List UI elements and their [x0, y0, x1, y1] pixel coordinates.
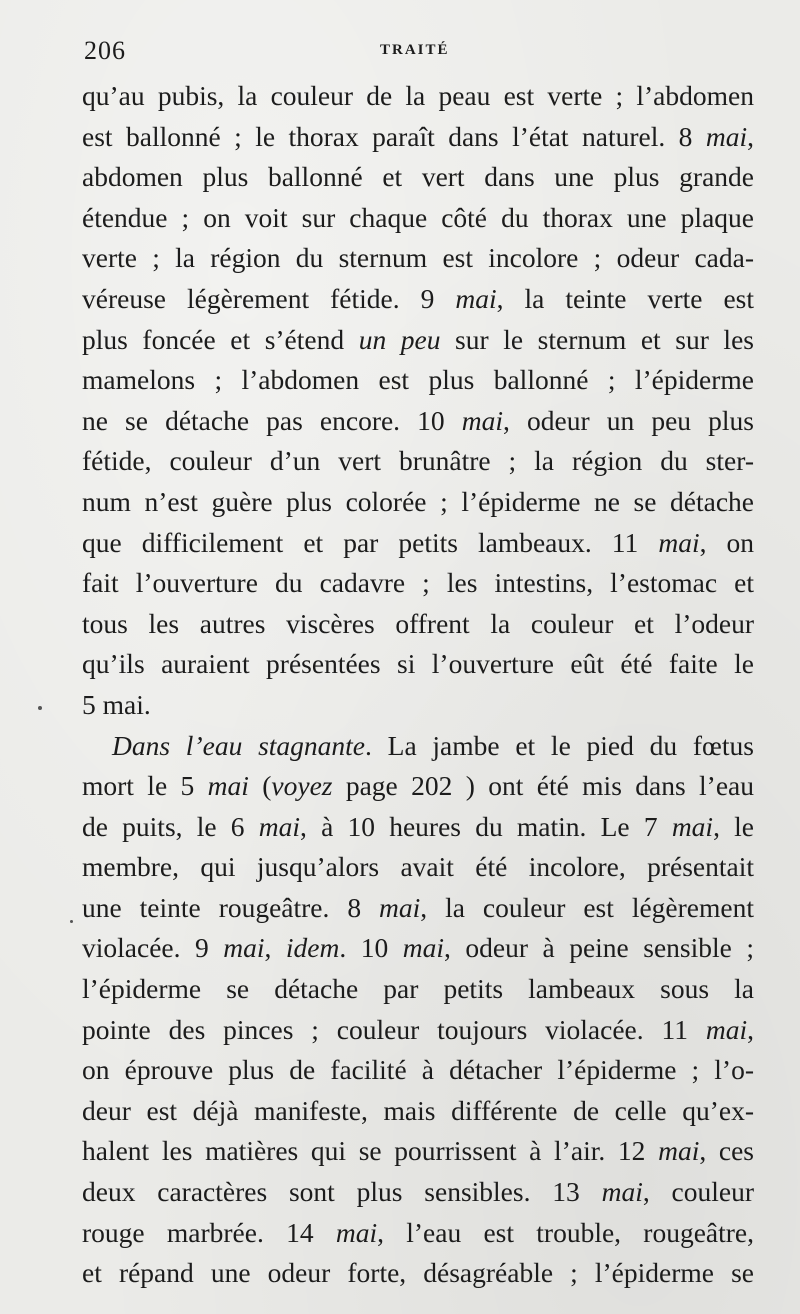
- text-line: [82, 766, 754, 807]
- text-run: ,: [264, 932, 286, 964]
- text-run: verte ; la région du sternum est incolore ; odeur cada-: [82, 242, 754, 274]
- text-run: , la teinte verte est: [496, 282, 755, 314]
- text-run: , le: [713, 810, 754, 842]
- text-line: [82, 441, 754, 482]
- text-run: on éprouve plus de facilité à détacher l’épiderme ; l’o-: [82, 1054, 754, 1086]
- text-run: mamelons ; l’abdomen est plus ballonné ; l’épiderme: [82, 364, 754, 396]
- page-number: 206: [84, 36, 126, 65]
- text-run: étendue ; on voit sur chaque côté du thorax une plaque: [82, 201, 754, 233]
- text-run: page 202 ) ont été mis dans l’eau: [332, 770, 754, 802]
- text-line: [82, 320, 754, 361]
- text-line: [82, 1091, 754, 1132]
- italic-text: mai: [705, 1013, 748, 1045]
- text-run: qu’ils auraient présentées si l’ouverture eût été faite le: [82, 648, 754, 680]
- text-line: [82, 928, 754, 969]
- text-run: que difficilement et par petits lambeaux. 11: [82, 526, 659, 558]
- text-run: . 10: [339, 932, 403, 964]
- text-line: [82, 76, 754, 117]
- text-line: [82, 1010, 754, 1051]
- text-run: num n’est guère plus colorée ; l’épiderme ne se détache: [82, 485, 754, 517]
- text-run: est ballonné ; le thorax paraît dans l’état naturel. 8: [82, 120, 706, 152]
- body-text: [82, 76, 754, 1294]
- text-run: 5 mai.: [82, 688, 151, 720]
- text-line: [82, 523, 754, 564]
- text-run: . La jambe et le pied du fœtus: [365, 729, 754, 761]
- text-run: , couleur: [642, 1176, 754, 1208]
- text-run: sur le sternum et sur les: [440, 323, 754, 355]
- text-line: [82, 157, 754, 198]
- text-run: fait l’ouverture du cadavre ; les intestins, l’estomac et: [82, 567, 754, 599]
- text-line: [82, 1172, 754, 1213]
- text-run: plus foncée et s’étend: [82, 323, 359, 355]
- italic-text: mai: [223, 932, 265, 964]
- text-line: [82, 604, 754, 645]
- italic-text: idem: [285, 932, 340, 964]
- text-line: [82, 888, 754, 929]
- italic-text: mai: [207, 770, 249, 802]
- text-run: , ces: [699, 1135, 754, 1167]
- text-line: [82, 563, 754, 604]
- text-line: [82, 1253, 754, 1294]
- text-run: véreuse légèrement fétide. 9: [82, 282, 456, 314]
- text-run: , on: [699, 526, 754, 558]
- text-run: de puits, le 6: [82, 810, 259, 842]
- italic-text: mai: [379, 891, 421, 923]
- text-run: et répand une odeur forte, désagréable ; l’épiderme se: [82, 1257, 754, 1289]
- italic-text: mai: [402, 932, 444, 964]
- text-run: fétide, couleur d’un vert brunâtre ; la région du ster-: [82, 445, 754, 477]
- running-title: TRAITÉ: [380, 42, 450, 58]
- text-line: [82, 969, 754, 1010]
- text-line: [82, 279, 754, 320]
- text-run: mort le 5: [82, 770, 208, 802]
- text-run: membre, qui jusqu’alors avait été incolore, présentait: [82, 851, 754, 883]
- text-line: [82, 726, 754, 767]
- italic-text: un peu: [358, 323, 441, 355]
- italic-text: mai: [461, 404, 504, 436]
- italic-text: mai: [658, 1135, 700, 1167]
- text-run: abdomen plus ballonné et vert dans une plus grande: [82, 161, 754, 193]
- text-run: tous les autres viscères offrent la couleur et l’odeur: [82, 607, 754, 639]
- italic-text: voyez: [271, 770, 333, 802]
- paper-speck: [38, 706, 42, 710]
- text-line: [82, 685, 754, 726]
- text-line: [82, 238, 754, 279]
- italic-text: mai: [455, 282, 497, 314]
- text-line: [82, 1213, 754, 1254]
- text-line: [82, 847, 754, 888]
- text-run: , odeur à peine sensible ;: [444, 932, 755, 964]
- italic-text: mai: [601, 1176, 643, 1208]
- text-run: rouge marbrée. 14: [82, 1216, 336, 1248]
- text-run: deux caractères sont plus sensibles. 13: [82, 1176, 602, 1208]
- text-run: halent les matières qui se pourrissent à l’air. 12: [82, 1135, 659, 1167]
- text-run: qu’au pubis, la couleur de la peau est verte ; l’abdomen: [82, 80, 754, 111]
- text-run: ,: [747, 120, 754, 152]
- text-line: [82, 117, 754, 158]
- text-line: [82, 360, 754, 401]
- text-run: , l’eau est trouble, rougeâtre,: [377, 1216, 755, 1248]
- italic-text: mai: [671, 810, 714, 842]
- text-run: (: [248, 770, 272, 802]
- text-line: [82, 198, 754, 239]
- italic-text: Dans l’eau stagnante: [112, 729, 366, 761]
- text-line: [82, 482, 754, 523]
- text-run: deur est déjà manifeste, mais différente de celle qu’ex-: [82, 1094, 754, 1126]
- italic-text: mai: [258, 810, 301, 842]
- text-run: violacée. 9: [82, 932, 224, 964]
- text-run: l’épiderme se détache par petits lambeaux sous la: [82, 973, 754, 1005]
- text-run: ,: [747, 1013, 754, 1045]
- italic-text: mai: [658, 526, 700, 558]
- text-line: [82, 644, 754, 685]
- text-line: [82, 807, 754, 848]
- text-line: [82, 1050, 754, 1091]
- italic-text: mai: [335, 1216, 378, 1248]
- text-line: [82, 401, 754, 442]
- text-run: , à 10 heures du matin. Le 7: [300, 810, 672, 842]
- text-run: pointe des pinces ; couleur toujours violacée. 11: [82, 1013, 706, 1045]
- italic-text: mai: [705, 120, 748, 152]
- page-header: [84, 36, 754, 66]
- text-run: une teinte rougeâtre. 8: [82, 891, 380, 923]
- text-line: [82, 1131, 754, 1172]
- text-run: , la couleur est légèrement: [420, 891, 754, 923]
- paper-speck: [70, 920, 73, 923]
- text-run: , odeur un peu plus: [503, 404, 754, 436]
- text-run: ne se détache pas encore. 10: [82, 404, 462, 436]
